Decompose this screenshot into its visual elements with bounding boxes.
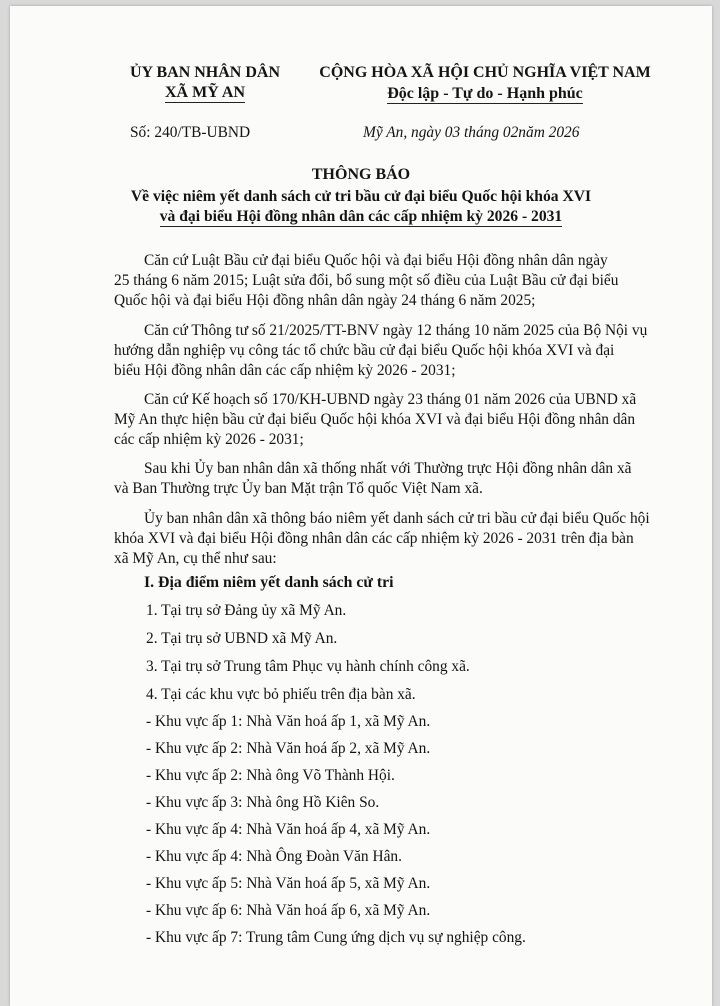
document-subject-line2 — [10, 208, 712, 226]
para5-line1: Ủy ban nhân dân xã thông báo niêm yết danh sách cử tri bầu cử đại biểu Quốc hội — [144, 510, 650, 527]
para1-line3: Quốc hội và đại biểu Hội đồng nhân dân ngày 24 tháng 6 năm 2025; — [114, 292, 536, 309]
para4-line2: và Ban Thường trực Ủy ban Mặt trận Tổ quốc Việt Nam xã. — [114, 480, 483, 497]
document-title: THÔNG BÁO — [311, 166, 411, 183]
para3-line1: Căn cứ Kế hoạch số 170/KH-UBND ngày 23 tháng 01 năm 2026 của UBND xã — [144, 391, 637, 408]
document-page — [10, 6, 712, 1006]
agency-commune-text: XÃ MỸ AN — [165, 84, 245, 101]
para2-line3: biểu Hội đồng nhân dân các cấp nhiệm kỳ 2026 - 2031; — [114, 362, 456, 379]
para2-line2: hướng dẫn nghiệp vụ công tác tổ chức bầu cử đại biểu Quốc hội khóa XVI và đại — [114, 342, 615, 359]
list-item: - Khu vực ấp 1: Nhà Văn hoá ấp 1, xã Mỹ An. — [146, 713, 431, 730]
para4-line1: Sau khi Ủy ban nhân dân xã thống nhất với Thường trực Hội đồng nhân dân xã — [144, 460, 632, 477]
list-item: - Khu vực ấp 2: Nhà Văn hoá ấp 2, xã Mỹ An. — [146, 740, 431, 757]
document-subject-line1: Về việc niêm yết danh sách cử tri bầu cử đại biểu Quốc hội khóa XVI — [130, 188, 592, 205]
nation-motto — [310, 85, 660, 103]
para3-line3: các cấp nhiệm kỳ 2026 - 2031; — [114, 431, 304, 448]
place-date: Mỹ An, ngày 03 tháng 02năm 2026 — [363, 124, 580, 141]
document-subject-line2-text: và đại biểu Hội đồng nhân dân các cấp nhiệm kỳ 2026 - 2031 — [159, 208, 563, 225]
para3-line2: Mỹ An thực hiện bầu cử đại biểu Quốc hội khóa XVI và đại biểu Hội đồng nhân dân — [114, 411, 636, 428]
para1-line1: Căn cứ Luật Bầu cử đại biểu Quốc hội và đại biểu Hội đồng nhân dân ngày — [144, 252, 608, 269]
list-item: - Khu vực ấp 6: Nhà Văn hoá ấp 6, xã Mỹ An. — [146, 902, 431, 919]
list-item: - Khu vực ấp 7: Trung tâm Cung ứng dịch vụ sự nghiệp công. — [146, 929, 526, 946]
para5-line3: xã Mỹ An, cụ thể như sau: — [114, 550, 277, 567]
list-item: 3. Tại trụ sở Trung tâm Phục vụ hành chính công xã. — [146, 658, 470, 675]
list-item: - Khu vực ấp 4: Nhà Ông Đoàn Văn Hân. — [146, 848, 402, 865]
list-item: - Khu vực ấp 4: Nhà Văn hoá ấp 4, xã Mỹ An. — [146, 821, 431, 838]
para5-line2: khóa XVI và đại biểu Hội đồng nhân dân các cấp nhiệm kỳ 2026 - 2031 trên địa bàn — [114, 530, 634, 547]
list-item: - Khu vực ấp 2: Nhà ông Võ Thành Hội. — [146, 767, 395, 784]
para2-line1: Căn cứ Thông tư số 21/2025/TT-BNV ngày 12 tháng 10 năm 2025 của Bộ Nội vụ — [144, 322, 648, 339]
agency-name: ỦY BAN NHÂN DÂN — [129, 64, 281, 81]
list-item: 1. Tại trụ sở Đảng ủy xã Mỹ An. — [146, 602, 347, 619]
document-number: Số: 240/TB-UBND — [130, 124, 251, 141]
nation-name: CỘNG HÒA XÃ HỘI CHỦ NGHĨA VIỆT NAM — [319, 64, 651, 81]
list-item: 4. Tại các khu vực bỏ phiếu trên địa bàn xã. — [146, 686, 416, 703]
list-item: - Khu vực ấp 3: Nhà ông Hồ Kiên So. — [146, 794, 380, 811]
section1-heading: I. Địa điểm niêm yết danh sách cử tri — [144, 574, 394, 591]
para1-line2: 25 tháng 6 năm 2015; Luật sửa đổi, bổ sung một số điều của Luật Bầu cử đại biểu — [114, 272, 619, 289]
nation-motto-text: Độc lập - Tự do - Hạnh phúc — [387, 85, 583, 102]
list-item: - Khu vực ấp 5: Nhà Văn hoá ấp 5, xã Mỹ An. — [146, 875, 431, 892]
agency-commune — [105, 84, 305, 102]
list-item: 2. Tại trụ sở UBND xã Mỹ An. — [146, 630, 338, 647]
